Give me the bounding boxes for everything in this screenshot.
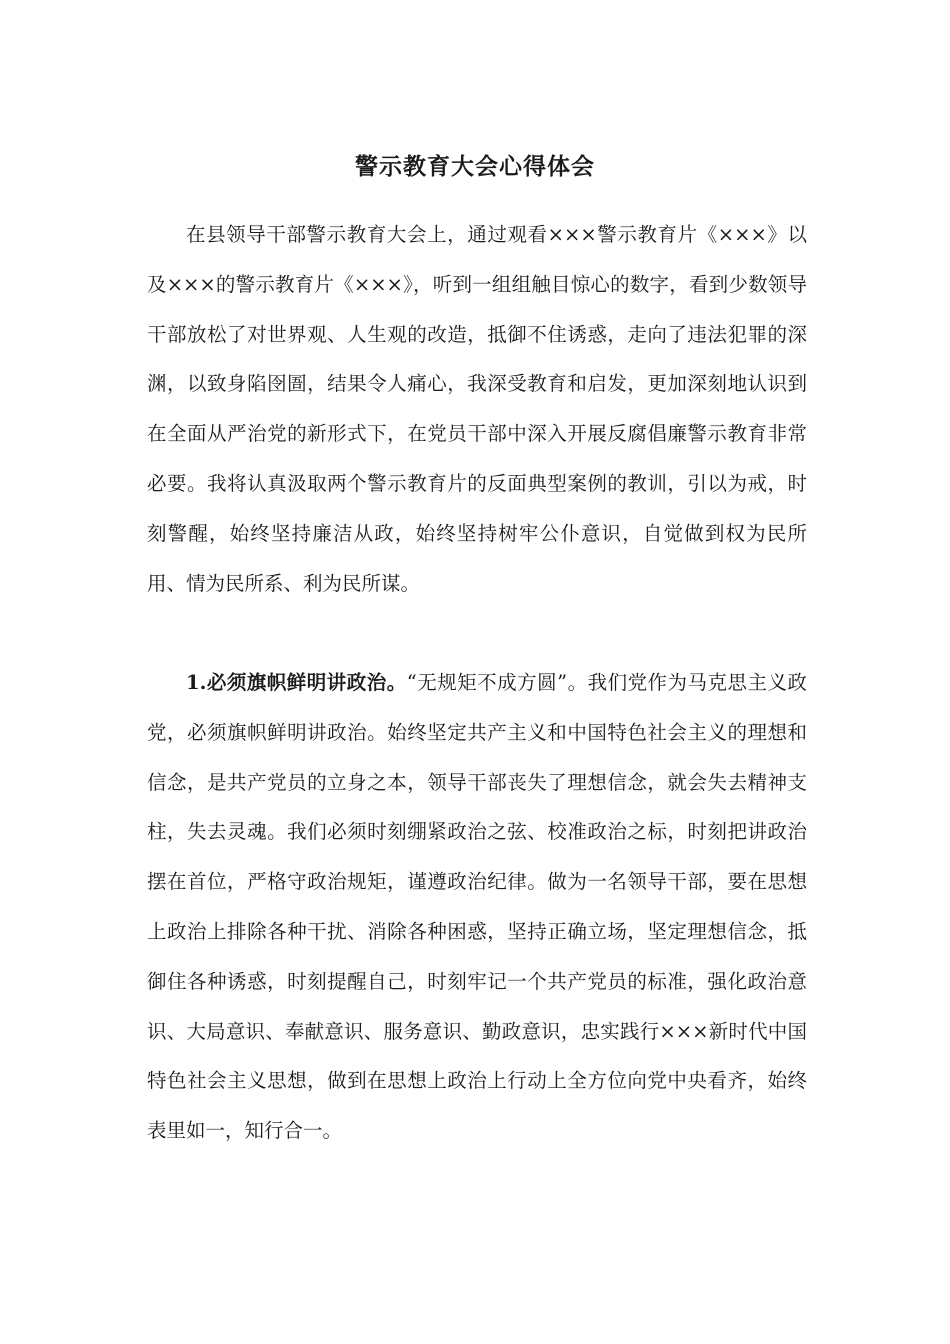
body-paragraph-1: [147, 210, 807, 608]
paragraph-2-heading: 1.必须旗帜鲜明讲政治。: [186, 671, 407, 694]
body-paragraph-2: [147, 658, 807, 1156]
paragraph-1-text: 在县领导干部警示教育大会上，通过观看×××警示教育片《×××》以及×××的警示教育片《×××》，听到一组组触目惊心的数字，看到少数领导干部放松了对世界观、人生观的改造，抵御不住诱惑，走向了违法犯罪的深渊，以致身陷囹圄，结果令人痛心，我深受教育和启发，更加深刻地认识到在全面从严治党的新形式下，在党员干部中深入开展反腐倡廉警示教育非常必要。我将认真汲取两个警示教育片的反面典型案例的教训，引以为戒，时刻警醒，始终坚持廉洁从政，始终坚持树牢公仆意识，自觉做到权为民所用、情为民所系、利为民所谋。: [147, 223, 807, 595]
page-title: 警示教育大会心得体会: [355, 153, 595, 180]
paragraph-2-text: “无规矩不成方圆”。我们党作为马克思主义政党，必须旗帜鲜明讲政治。始终坚定共产主义和中国特色社会主义的理想和信念，是共产党员的立身之本，领导干部丧失了理想信念，就会失去精神支柱，失去灵魂。我们必须时刻绷紧政治之弦、校准政治之标，时刻把讲政治摆在首位，严格守政治规矩，谨遵政治纪律。做为一名领导干部，要在思想上政治上排除各种干扰、消除各种困惑，坚持正确立场，坚定理想信念，抵御住各种诱惑，时刻提醒自己，时刻牢记一个共产党员的标准，强化政治意识、大局意识、奉献意识、服务意识、勤政意识，忠实践行×××新时代中国特色社会主义思想，做到在思想上政治上行动上全方位向党中央看齐，始终表里如一，知行合一。: [147, 671, 807, 1143]
